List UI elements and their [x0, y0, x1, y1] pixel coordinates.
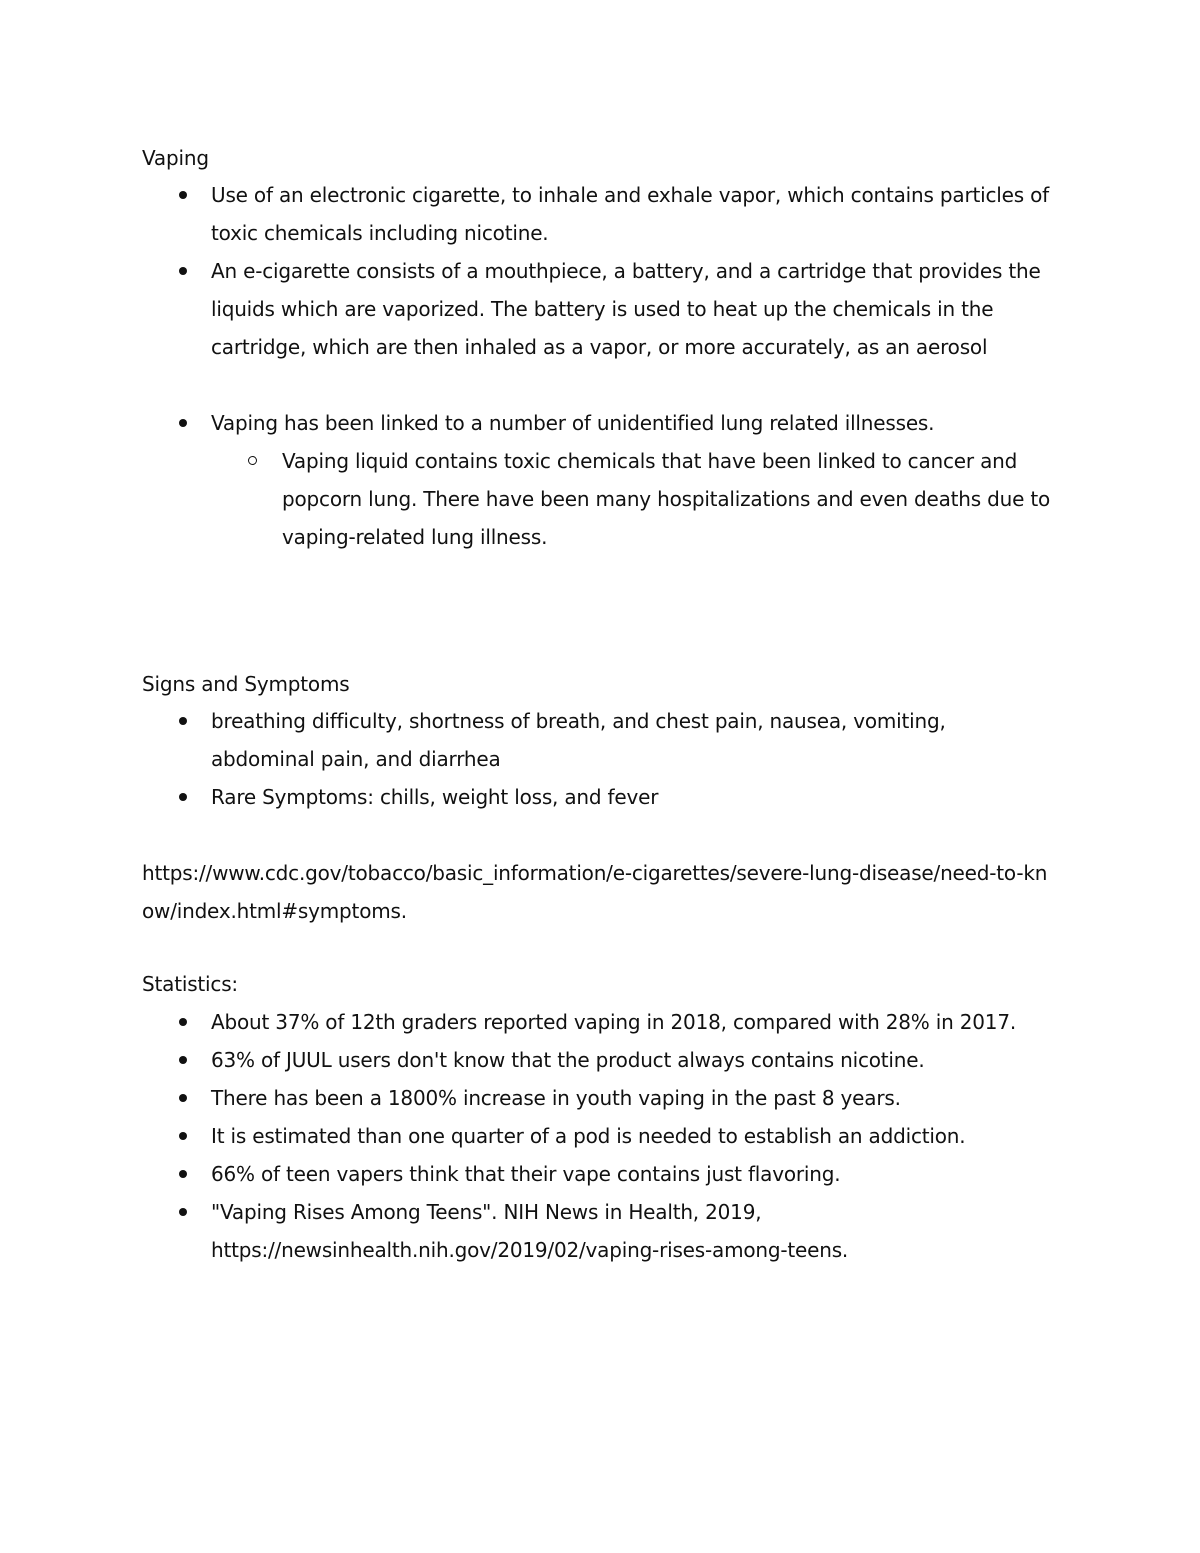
list-item	[0, 404, 1051, 556]
cdc-source-link[interactable]: https://www.cdc.gov/tobacco/basic_information/e-cigarettes/severe-lung-disease/need-to-know/index.html#symptoms.	[142, 861, 1048, 923]
list-item: Use of an electronic cigarette, to inhale and exhale vapor, which contains particles of toxic chemicals including nicotine.	[0, 176, 1051, 252]
list-item: 63% of JUUL users don't know that the product always contains nicotine.	[0, 1041, 1051, 1079]
list-item: Rare Symptoms: chills, weight loss, and fever	[0, 778, 1051, 816]
statistics-list	[0, 1003, 1051, 1269]
section-heading-vaping: Vaping	[142, 146, 209, 170]
list-item-text: Vaping has been linked to a number of unidentified lung related illnesses.	[211, 411, 935, 435]
list-item: 66% of teen vapers think that their vape contains just flavoring.	[0, 1155, 1051, 1193]
section-heading-signs: Signs and Symptoms	[142, 672, 350, 696]
list-item: It is estimated than one quarter of a pod is needed to establish an addiction.	[0, 1117, 1051, 1155]
section-heading-statistics: Statistics:	[142, 972, 238, 996]
list-item: breathing difficulty, shortness of breath, and chest pain, nausea, vomiting, abdominal pain, and diarrhea	[0, 702, 1051, 778]
list-item: There has been a 1800% increase in youth vaping in the past 8 years.	[0, 1079, 1051, 1117]
list-item: "Vaping Rises Among Teens". NIH News in Health, 2019, https://newsinhealth.nih.gov/2019/02/vaping-rises-among-teens.	[0, 1193, 1051, 1269]
list-item: An e-cigarette consists of a mouthpiece, a battery, and a cartridge that provides the liquids which are vaporized. The battery is used to heat up the chemicals in the cartridge, which are then inhaled as a vapor, or more accurately, as an aerosol	[0, 252, 1051, 366]
signs-list	[0, 702, 1051, 816]
vaping-sublist	[211, 442, 1051, 556]
sub-list-item: Vaping liquid contains toxic chemicals that have been linked to cancer and popcorn lung. There have been many hospitalizations and even deaths due to vaping-related lung illness.	[0, 442, 1052, 556]
list-item: About 37% of 12th graders reported vaping in 2018, compared with 28% in 2017.	[0, 1003, 1051, 1041]
vaping-list	[0, 176, 1051, 556]
